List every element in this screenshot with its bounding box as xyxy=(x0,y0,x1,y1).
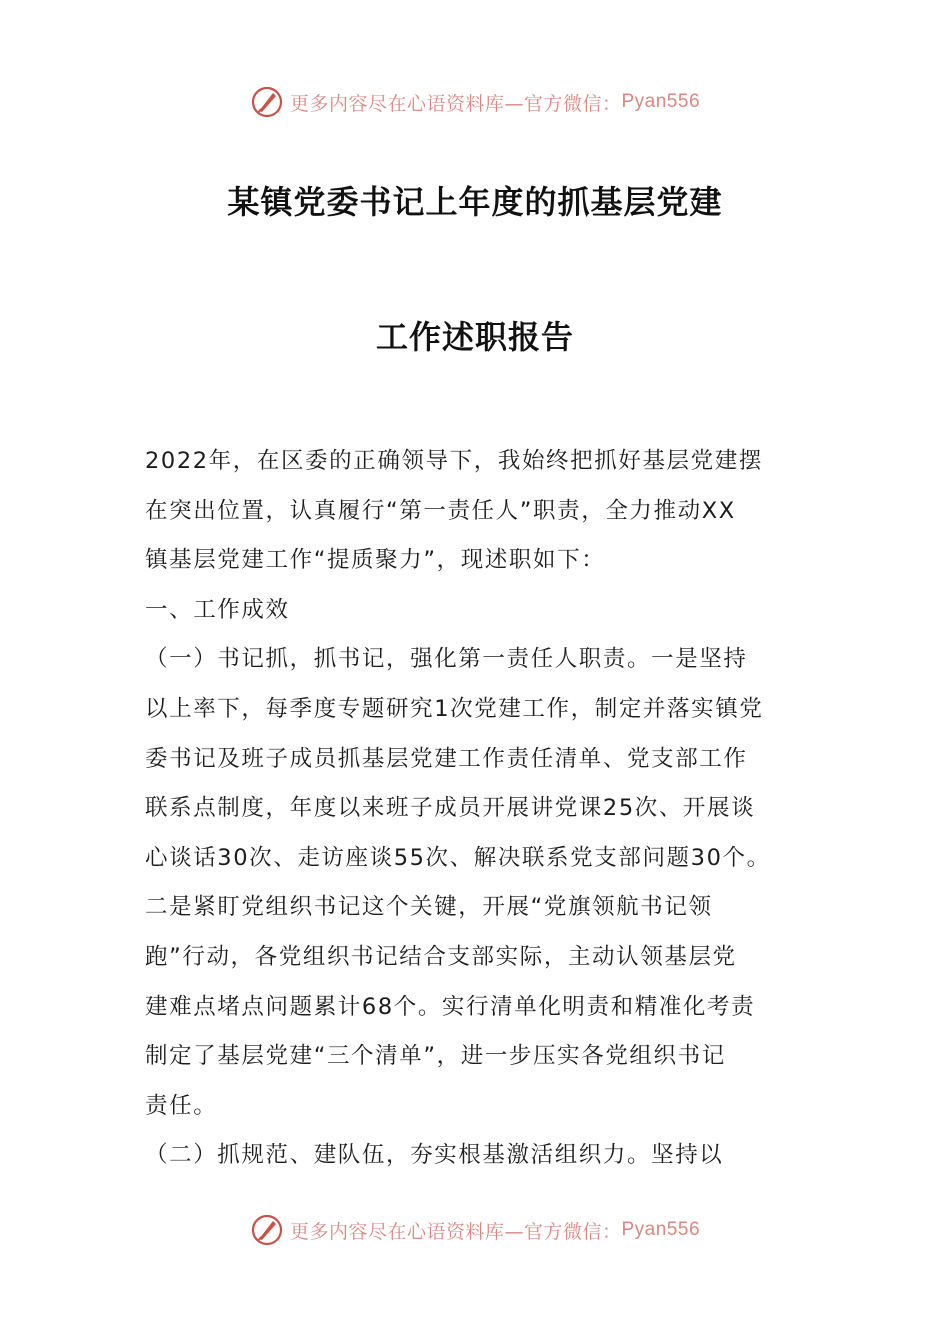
watermark-text: 更多内容尽在心语资料库—官方微信： xyxy=(289,92,622,115)
watermark-header xyxy=(0,80,950,124)
watermark-footer xyxy=(0,1208,950,1252)
body-line: 2022年，在区委的正确领导下，我始终把抓好基层党建摆 xyxy=(145,448,763,474)
document-title-line-2: 工作述职报告 xyxy=(375,318,574,356)
body-line: （二）抓规范、建队伍，夯实根基激活组织力。坚持以 xyxy=(145,1142,724,1169)
body-line: 责任。 xyxy=(145,1092,218,1119)
watermark-handle: Pyan556 xyxy=(621,1219,701,1240)
body-line: 联系点制度，年度以来班子成员开展讲党课25次、开展谈 xyxy=(145,795,756,822)
body-line: 以上率下，每季度专题研究1次党建工作，制定并落实镇党 xyxy=(145,695,764,722)
body-line: 在突出位置，认真履行“第一责任人”职责，全力推动XX xyxy=(145,497,736,524)
body-line: 二是紧盯党组织书记这个关键，开展“党旗领航书记领 xyxy=(145,894,713,921)
body-line: 建难点堵点问题累计68个。实行清单化明责和精准化考责 xyxy=(145,993,756,1020)
body-line: 跑”行动，各党组织书记结合支部实际，主动认领基层党 xyxy=(145,943,737,970)
body-line: 委书记及班子成员抓基层党建工作责任清单、党支部工作 xyxy=(145,745,748,772)
watermark-text: 更多内容尽在心语资料库—官方微信： xyxy=(289,1220,622,1243)
document-body xyxy=(145,437,815,1181)
section-heading: 一、工作成效 xyxy=(145,596,290,623)
watermark-handle: Pyan556 xyxy=(621,91,701,112)
body-line: 制定了基层党建“三个清单”，进一步压实各党组织书记 xyxy=(145,1043,726,1070)
body-line: （一）书记抓，抓书记，强化第一责任人职责。一是坚持 xyxy=(145,646,748,673)
body-line: 心谈话30次、走访座谈55次、解决联系党支部问题30个。 xyxy=(145,844,771,871)
quill-pen-logo-icon xyxy=(250,1213,284,1247)
quill-pen-logo-icon xyxy=(250,85,284,119)
document-title-line-1: 某镇党委书记上年度的抓基层党建 xyxy=(227,183,723,221)
body-line: 镇基层党建工作“提质聚力”，现述职如下： xyxy=(145,547,606,574)
